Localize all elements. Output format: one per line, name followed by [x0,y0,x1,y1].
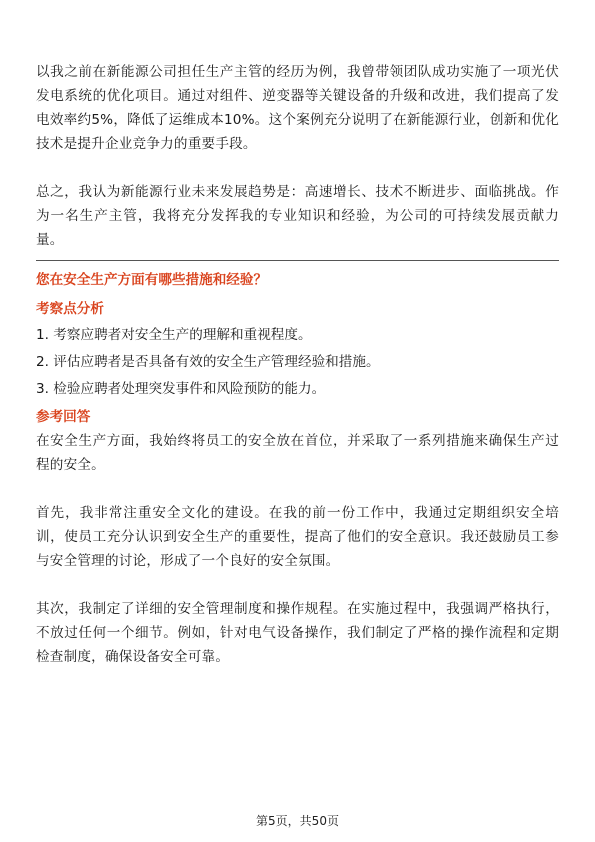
intro-paragraph-2: 总之，我认为新能源行业未来发展趋势是：高速增长、技术不断进步、面临挑战。作为一名生产主管，我将充分发挥我的专业知识和经验，为公司的可持续发展贡献力量。 [36,184,559,248]
answer-paragraph-3: 其次，我制定了详细的安全管理制度和操作规程。在实施过程中，我强调严格执行，不放过任何一个细节。例如，针对电气设备操作，我们制定了严格的操作流程和定期检查制度，确保设备安全可靠。 [36,601,559,665]
question-heading: 您在安全生产方面有哪些措施和经验？ [36,272,268,288]
answer-title: 参考回答 [36,409,91,425]
analysis-item-3: 3. 检验应聘者处理突发事件和风险预防的能力。 [36,381,326,397]
analysis-title: 考察点分析 [36,301,104,317]
intro-paragraph-1: 以我之前在新能源公司担任生产主管的经历为例，我曾带领团队成功实施了一项光伏发电系统的优化项目。通过对组件、逆变器等关键设备的升级和改进，我们提高了发电效率约5%，降低了运维成本10%。这个案例充分说明了在新能源行业，创新和优化技术是提升企业竞争力的重要手段。 [36,64,559,152]
answer-paragraph-1: 在安全生产方面，我始终将员工的安全放在首位，并采取了一系列措施来确保生产过程的安全。 [36,433,559,473]
page-number: 第5页，共50页 [256,814,339,828]
analysis-item-2: 2. 评估应聘者是否具备有效的安全生产管理经验和措施。 [36,354,380,370]
analysis-item-1: 1. 考察应聘者对安全生产的理解和重视程度。 [36,327,312,343]
answer-paragraph-2: 首先，我非常注重安全文化的建设。在我的前一份工作中，我通过定期组织安全培训，使员工充分认识到安全生产的重要性，提高了他们的安全意识。我还鼓励员工参与安全管理的讨论，形成了一个良好的安全氛围。 [36,505,559,569]
page-content [36,60,559,669]
section-divider [36,260,559,261]
